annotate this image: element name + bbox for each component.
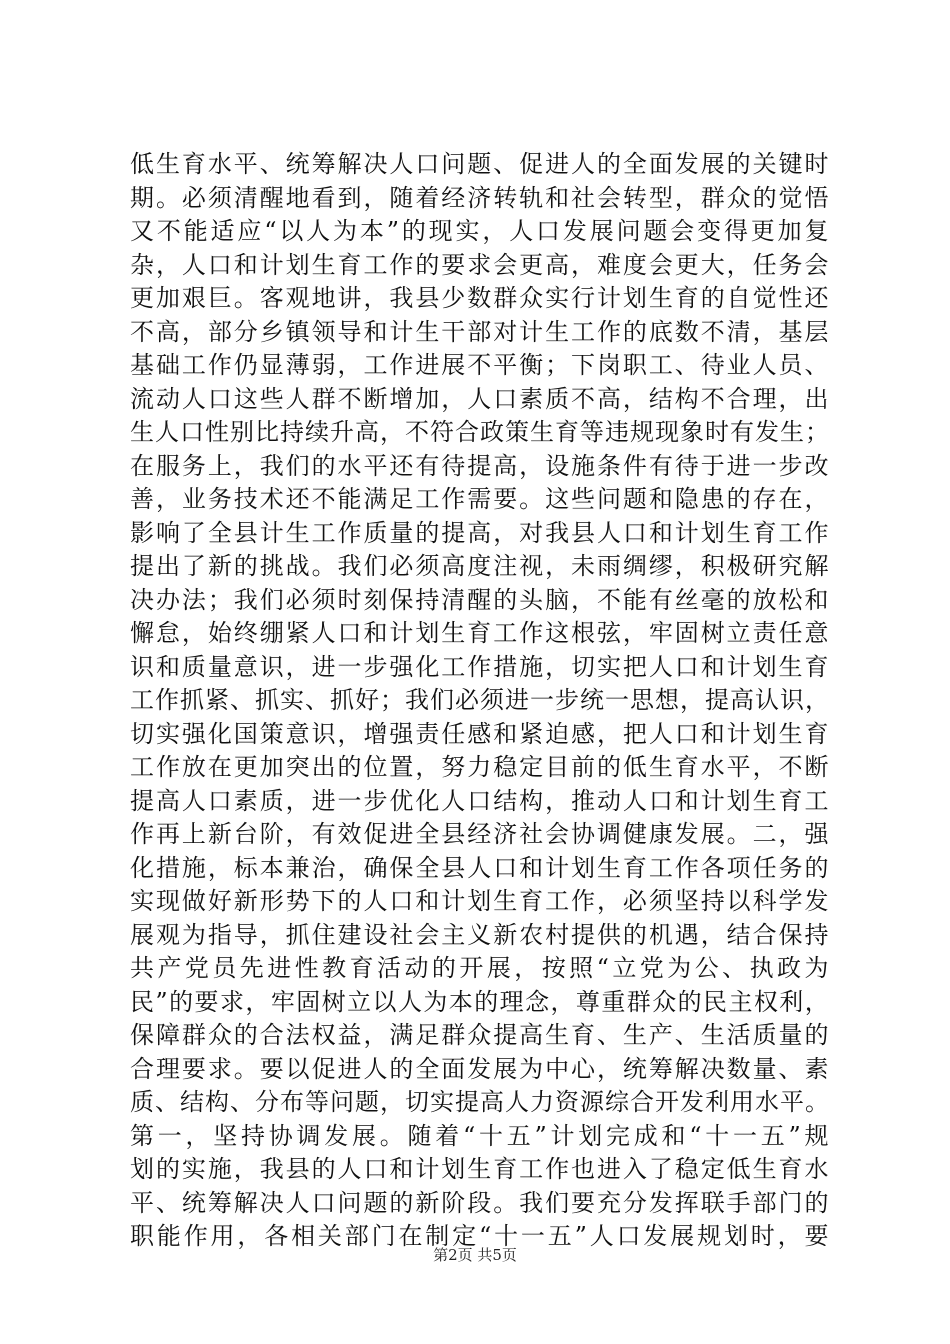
text-line: 展观为指导，抓住建设社会主义新农村提供的机遇，结合保持 <box>130 920 830 949</box>
text-line: 基础工作仍显薄弱，工作进展不平衡；下岗职工、待业人员、 <box>130 351 830 379</box>
text-line: 期。必须清醒地看到，随着经济转轨和社会转型，群众的觉悟 <box>130 183 830 212</box>
text-line: 不高，部分乡镇领导和计生干部对计生工作的底数不清，基层 <box>130 317 830 346</box>
document-body <box>130 148 830 1254</box>
text-line: 杂，人口和计划生育工作的要求会更高，难度会更大，任务会 <box>130 250 830 279</box>
text-line: 工作放在更加突出的位置，努力稳定目前的低生育水平，不断 <box>130 753 830 781</box>
text-line: 提出了新的挑战。我们必须高度注视，未雨绸缪，积极研究解 <box>130 552 830 580</box>
text-line: 低生育水平、统筹解决人口问题、促进人的全面发展的关键时 <box>130 150 830 178</box>
text-line: 作再上新台阶，有效促进全县经济社会协调健康发展。二，强 <box>130 820 830 848</box>
text-line: 划的实施，我县的人口和计划生育工作也进入了稳定低生育水 <box>130 1155 830 1183</box>
text-line: 保障群众的合法权益，满足群众提高生育、生产、生活质量的 <box>130 1021 830 1049</box>
text-line: 质、结构、分布等问题，切实提高人力资源综合开发利用水平。 <box>130 1088 830 1116</box>
text-line: 流动人口这些人群不断增加，人口素质不高，结构不合理，出 <box>130 384 830 413</box>
text-line: 懈怠，始终绷紧人口和计划生育工作这根弦，牢固树立责任意 <box>130 619 830 647</box>
text-line: 实现做好新形势下的人口和计划生育工作，必须坚持以科学发 <box>130 887 830 915</box>
text-line: 识和质量意识，进一步强化工作措施，切实把人口和计划生育 <box>130 652 830 681</box>
page-number-footer: 第2页 共5页 <box>433 1246 517 1264</box>
text-line: 合理要求。要以促进人的全面发展为中心，统筹解决数量、素 <box>130 1054 830 1083</box>
text-line: 切实强化国策意识，增强责任感和紧迫感，把人口和计划生育 <box>130 719 830 748</box>
text-line: 生人口性别比持续升高，不符合政策生育等违规现象时有发生； <box>130 418 830 446</box>
text-line: 共产党员先进性教育活动的开展，按照“立党为公、执政为 <box>130 954 830 982</box>
text-line: 影响了全县计生工作质量的提高，对我县人口和计划生育工作 <box>130 518 830 547</box>
text-line: 更加艰巨。客观地讲，我县少数群众实行计划生育的自觉性还 <box>130 284 830 312</box>
text-line: 提高人口素质，进一步优化人口结构，推动人口和计划生育工 <box>130 786 830 815</box>
text-line: 平、统筹解决人口问题的新阶段。我们要充分发挥联手部门的 <box>130 1188 830 1217</box>
text-line: 第一，坚持协调发展。随着“十五”计划完成和“十一五”规 <box>130 1121 830 1150</box>
text-line: 善，业务技术还不能满足工作需要。这些问题和隐患的存在， <box>130 485 830 513</box>
text-line: 决办法；我们必须时刻保持清醒的头脑，不能有丝毫的放松和 <box>130 585 830 614</box>
text-line: 又不能适应“以人为本”的现实，人口发展问题会变得更加复 <box>130 217 830 245</box>
text-line: 化措施，标本兼治，确保全县人口和计划生育工作各项任务的 <box>130 853 830 882</box>
text-line: 民”的要求，牢固树立以人为本的理念，尊重群众的民主权利， <box>130 987 830 1016</box>
text-line: 职能作用，各相关部门在制定“十一五”人口发展规划时，要 <box>130 1222 830 1250</box>
text-line: 在服务上，我们的水平还有待提高，设施条件有待于进一步改 <box>130 451 830 480</box>
text-line: 工作抓紧、抓实、抓好；我们必须进一步统一思想，提高认识， <box>130 686 830 714</box>
